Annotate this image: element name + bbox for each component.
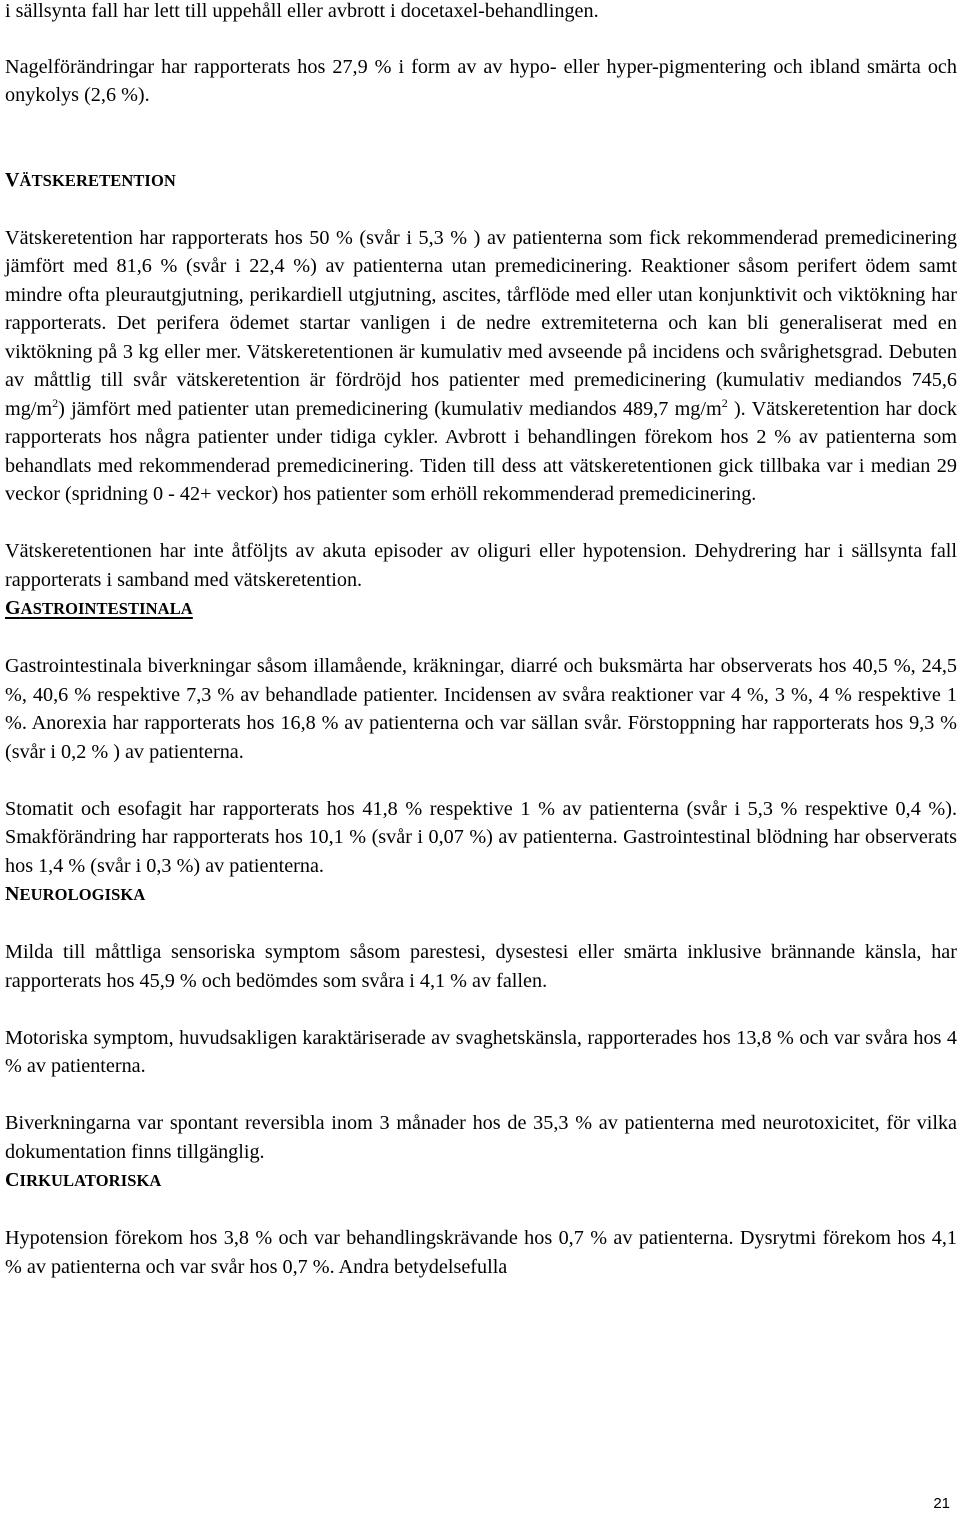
heading-initial: V (5, 168, 20, 191)
text-segment: Vätskeretention har rapporterats hos 50 % (svår i 5,3 % ) av patienterna som fick rekommenderad premedicinering jämfört med 81,6 % (svår i 22,4 %) av patienterna utan premedicinering. Reaktioner såsom perifert ödem samt mindre ofta pleurautgjutning, perikardiell utgjutning, ascites, tårflöde med eller utan konjunktivit och viktökning har rapporterats. Det perifera ödemet startar vanligen i de nedre extremiteterna och kan bli generaliserat med en viktökning på 3 kg eller mer. Vätskeretentionen är kumulativ med avseende på incidens och svårighetsgrad. Debuten av måttlig till svår vätskeretention är fördröjd hos patienter med premedicinering (kumulativ mediandos 745,6 mg/m (5, 226, 957, 420)
heading-gastrointestinala (5, 594, 957, 624)
heading-rest: IRKULATORISKA (19, 1171, 162, 1190)
heading-rest: ÄTSKERETENTION (19, 170, 176, 190)
intro-paragraph-2: Nagelförändringar har rapporterats hos 27,9 % i form av av hypo- eller hyper-pigmentering och ibland smärta och onykolys (2,6 %). (5, 55, 957, 106)
intro-paragraph-1: i sällsynta fall har lett till uppehåll eller avbrott i docetaxel-behandlingen. (5, 0, 599, 22)
page-number: 21 (933, 1495, 950, 1512)
heading-rest: EUROLOGISKA (19, 885, 146, 904)
gastro-paragraph-2: Stomatit och esofagit har rapporterats hos 41,8 % respektive 1 % av patienterna (svår i 5,3 % respektive 0,4 %). Smakförändring har rapporterats hos 10,1 % (svår i 0,07 %) av patienterna. Gastrointestinal blödning har observerats hos 1,4 % (svår i 0,3 %) av patienterna. (5, 797, 957, 877)
neuro-paragraph-3: Biverkningarna var spontant reversibla inom 3 månader hos de 35,3 % av patienterna med neurotoxicitet, för vilka dokumentation finns tillgänglig. (5, 1112, 957, 1163)
cirk-paragraph-1: Hypotension förekom hos 3,8 % och var behandlingskrävande hos 0,7 % av patienterna. Dysrytmi förekom hos 4,1 % av patienterna och var svår hos 0,7 %. Andra betydelsefulla (5, 1227, 957, 1278)
heading-initial: N (5, 883, 20, 905)
vatskeretention-paragraph-2: Vätskeretentionen har inte åtföljts av akuta episoder av oliguri eller hypotension. Dehydrering har i sällsynta fall rapporterats i samband med vätskeretention. (5, 540, 957, 591)
gastro-paragraph-1: Gastrointestinala biverkningar såsom illamående, kräkningar, diarré och buksmärta har observerats hos 40,5 %, 24,5 %, 40,6 % respektive 7,3 % av behandlade patienter. Incidensen av svåra reaktioner var 4 %, 3 %, 4 % respektive 1 %. Anorexia har rapporterats hos 16,8 % av patienterna och var sällan svår. Förstoppning har rapporterats hos 9,3 % (svår i 0,2 % ) av patienterna. (5, 655, 957, 763)
heading-rest: ASTROINTESTINALA (20, 599, 193, 618)
neuro-paragraph-1: Milda till måttliga sensoriska symptom såsom parestesi, dysestesi eller smärta inklusive brännande känsla, har rapporterats hos 45,9 % och bedömdes som svåra i 4,1 % av fallen. (5, 941, 957, 992)
heading-initial: C (5, 1169, 20, 1191)
superscript: 2 (721, 395, 728, 410)
text-segment: ) jämfört med patienter utan premedicinering (kumulativ mediandos 489,7 mg/m (58, 397, 722, 420)
document-page (5, 0, 957, 1281)
heading-neurologiska (5, 880, 957, 910)
text-segment: ). Vätskeretention har dock rapporterats hos några patienter under tidiga cykler. Avbrott i behandlingen förekom hos 2 % av patienterna som behandlats med rekommenderad premedicinering. Tiden till dess att vätskeretentionen gick tillbaka var i median 29 veckor (spridning 0 - 42+ veckor) hos patienter som erhöll rekommenderad premedicinering. (5, 397, 957, 505)
vatskeretention-paragraph-1 (5, 224, 957, 509)
superscript: 2 (52, 395, 59, 410)
heading-initial: G (5, 597, 21, 619)
heading-cirkulatoriska (5, 1166, 957, 1196)
heading-vatskeretention (5, 166, 957, 196)
neuro-paragraph-2: Motoriska symptom, huvudsakligen karaktäriserade av svaghetskänsla, rapporterades hos 13,8 % och var svåra hos 4 % av patienterna. (5, 1026, 957, 1077)
